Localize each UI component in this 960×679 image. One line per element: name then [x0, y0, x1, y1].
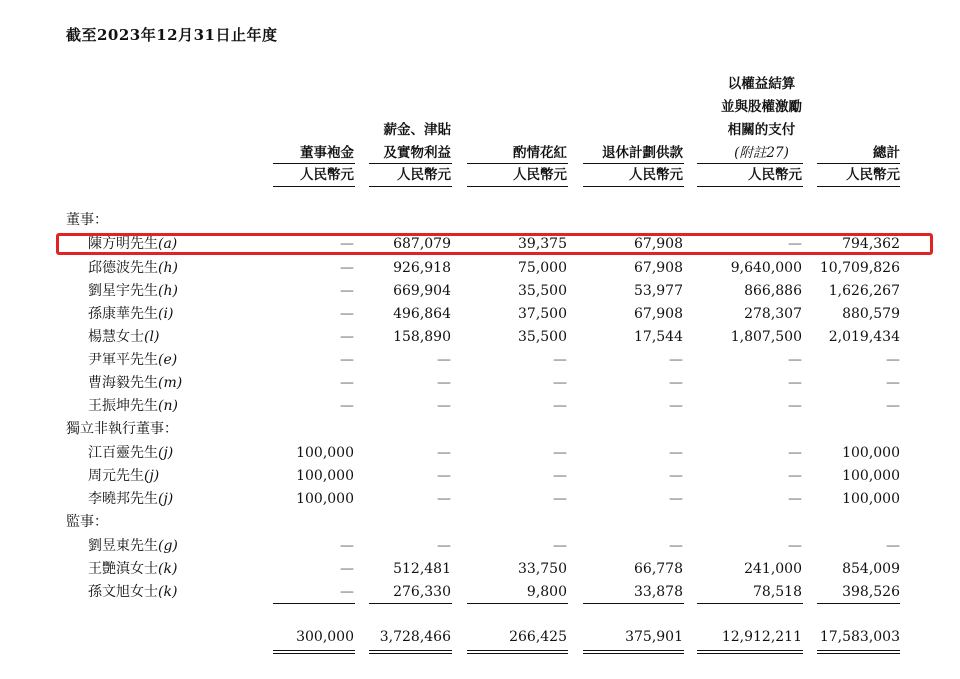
- table-cell: —: [886, 352, 900, 368]
- table-cell: —: [437, 445, 451, 461]
- table-cell: —: [669, 398, 683, 414]
- section-label-directors: 董事：: [66, 212, 108, 228]
- total-double-rule: [583, 650, 684, 654]
- table-cell: 37,500: [518, 306, 567, 322]
- col-header-total: [873, 142, 900, 165]
- row-name: [88, 304, 173, 324]
- unit-rule: [273, 186, 355, 187]
- total-double-rule: [467, 650, 568, 654]
- table-cell: —: [669, 491, 683, 507]
- table-cell: 67,908: [634, 306, 683, 322]
- table-cell: 880,579: [842, 306, 900, 322]
- unit-label: 人民幣元: [513, 167, 567, 183]
- unit-label: 人民幣元: [397, 167, 451, 183]
- table-cell: 100,000: [842, 445, 900, 461]
- table-cell: —: [669, 352, 683, 368]
- table-cell: 78,518: [753, 584, 802, 600]
- table-cell: —: [437, 491, 451, 507]
- header-rule: [697, 163, 803, 164]
- note-ref: (h): [158, 283, 178, 299]
- unit-label: 人民幣元: [300, 167, 354, 183]
- subtotal-rule: [273, 603, 355, 604]
- section-label-supervisors: 監事：: [66, 514, 108, 530]
- note-ref: (j): [144, 468, 160, 484]
- table-cell: —: [340, 306, 354, 322]
- table-cell: —: [340, 236, 354, 252]
- person-name: 尹軍平先生: [88, 352, 158, 368]
- note-ref: (i): [158, 306, 174, 322]
- header-rule: [817, 163, 900, 164]
- table-cell: 669,904: [393, 283, 451, 299]
- table-cell: —: [553, 491, 567, 507]
- table-cell: —: [553, 398, 567, 414]
- table-cell: —: [340, 538, 354, 554]
- person-name: 王振坤先生: [88, 398, 158, 414]
- unit-label: 人民幣元: [748, 167, 802, 183]
- table-cell: —: [788, 468, 802, 484]
- col-header-line: (附註27): [734, 145, 789, 161]
- unit-rule: [697, 186, 803, 187]
- col-header-bonus: [513, 142, 567, 165]
- header-rule: [273, 163, 355, 164]
- table-cell: —: [788, 538, 802, 554]
- total-cell: 375,901: [625, 629, 683, 645]
- note-ref: (g): [158, 538, 178, 554]
- table-cell: —: [886, 398, 900, 414]
- note-ref: (n): [158, 398, 178, 414]
- table-cell: 67,908: [634, 260, 683, 276]
- table-cell: 17,544: [634, 329, 683, 345]
- total-double-rule: [273, 650, 355, 654]
- col-header-line: 酌情花紅: [513, 145, 567, 161]
- total-cell: 266,425: [509, 629, 567, 645]
- note-ref: (m): [158, 375, 183, 391]
- row-name: [88, 373, 182, 393]
- row-name: [88, 281, 178, 301]
- table-cell: —: [340, 352, 354, 368]
- note-ref: (e): [158, 352, 178, 368]
- table-cell: 100,000: [842, 491, 900, 507]
- total-cell: 3,728,466: [379, 629, 451, 645]
- table-cell: 35,500: [518, 329, 567, 345]
- unit-label: 人民幣元: [629, 167, 683, 183]
- row-name: [88, 350, 177, 370]
- unit-label: 人民幣元: [846, 167, 900, 183]
- col-header-line: 並與股權激勵: [721, 99, 802, 115]
- table-cell: 67,908: [634, 236, 683, 252]
- row-name: [88, 536, 178, 556]
- statement-period-title: 截至2023年12月31日止年度: [66, 26, 278, 44]
- table-cell: 2,019,434: [828, 329, 900, 345]
- person-name: 孫文旭女士: [88, 584, 158, 600]
- col-header-line: 薪金、津貼: [383, 122, 451, 138]
- table-cell: —: [437, 398, 451, 414]
- person-name: 孫康華先生: [88, 306, 158, 322]
- table-cell: 926,918: [393, 260, 451, 276]
- note-ref: (k): [158, 584, 178, 600]
- table-cell: 100,000: [296, 445, 354, 461]
- total-cell: 17,583,003: [819, 629, 900, 645]
- table-cell: —: [553, 375, 567, 391]
- section-label-independent-directors: 獨立非執行董事：: [66, 421, 178, 437]
- table-cell: —: [340, 398, 354, 414]
- table-cell: —: [886, 375, 900, 391]
- col-header-salaries: [384, 119, 452, 165]
- table-cell: 75,000: [518, 260, 567, 276]
- table-cell: —: [340, 260, 354, 276]
- table-cell: —: [788, 445, 802, 461]
- unit-rule: [467, 186, 568, 187]
- table-cell: 39,375: [518, 236, 567, 252]
- row-name: [88, 234, 177, 254]
- table-cell: 1,807,500: [730, 329, 802, 345]
- header-rule: [583, 163, 684, 164]
- table-cell: —: [886, 538, 900, 554]
- table-cell: 100,000: [296, 491, 354, 507]
- col-header-line: 以權益結算: [727, 76, 796, 92]
- subtotal-rule: [369, 603, 452, 604]
- table-cell: —: [437, 352, 451, 368]
- person-name: 王艷滇女士: [88, 561, 158, 577]
- note-ref: (a): [158, 236, 178, 252]
- table-cell: —: [669, 468, 683, 484]
- table-cell: —: [788, 352, 802, 368]
- row-name: [88, 466, 159, 486]
- total-double-rule: [817, 650, 900, 654]
- note-ref: (j): [158, 445, 174, 461]
- person-name: 周元先生: [88, 468, 144, 484]
- table-cell: 278,307: [744, 306, 802, 322]
- note-ref: (j): [158, 491, 174, 507]
- table-cell: 100,000: [842, 468, 900, 484]
- unit-rule: [583, 186, 684, 187]
- table-cell: 158,890: [393, 329, 451, 345]
- person-name: 曹海毅先生: [88, 375, 158, 391]
- note-ref: (l): [144, 329, 160, 345]
- row-name: [88, 443, 173, 463]
- table-cell: —: [340, 375, 354, 391]
- total-double-rule: [697, 650, 803, 654]
- table-cell: —: [553, 538, 567, 554]
- unit-rule: [817, 186, 900, 187]
- table-cell: —: [788, 398, 802, 414]
- subtotal-rule: [467, 603, 568, 604]
- table-cell: —: [553, 468, 567, 484]
- table-cell: 854,009: [842, 561, 900, 577]
- table-cell: 66,778: [634, 561, 683, 577]
- person-name: 江百靈先生: [88, 445, 158, 461]
- total-cell: 12,912,211: [721, 629, 802, 645]
- person-name: 劉昱東先生: [88, 538, 158, 554]
- table-cell: 9,640,000: [730, 260, 802, 276]
- subtotal-rule: [697, 603, 803, 604]
- table-cell: 276,330: [393, 584, 451, 600]
- header-rule: [467, 163, 568, 164]
- table-cell: —: [437, 375, 451, 391]
- table-cell: —: [788, 375, 802, 391]
- col-header-pension: [602, 142, 683, 165]
- table-cell: 687,079: [393, 236, 451, 252]
- subtotal-rule: [817, 603, 900, 604]
- row-name: [88, 559, 177, 579]
- subtotal-rule: [583, 603, 684, 604]
- col-header-share-based: [721, 73, 802, 165]
- table-cell: —: [553, 445, 567, 461]
- col-header-line: 相關的支付: [727, 122, 796, 138]
- row-name: [88, 258, 178, 278]
- table-cell: —: [669, 538, 683, 554]
- col-header-line: 退休計劃供款: [602, 145, 683, 161]
- row-name: [88, 489, 173, 509]
- person-name: 邱德波先生: [88, 260, 158, 276]
- total-double-rule: [369, 650, 452, 654]
- table-cell: 33,878: [634, 584, 683, 600]
- table-cell: 53,977: [634, 283, 683, 299]
- table-cell: —: [669, 445, 683, 461]
- row-name: [88, 396, 178, 416]
- col-header-directors-fees: [300, 142, 354, 165]
- table-cell: 496,864: [393, 306, 451, 322]
- col-header-line: 及實物利益: [383, 145, 451, 161]
- table-cell: 866,886: [744, 283, 802, 299]
- table-cell: —: [437, 468, 451, 484]
- col-header-line: 總計: [873, 145, 900, 161]
- person-name: 楊慧女士: [88, 329, 144, 345]
- table-cell: 35,500: [518, 283, 567, 299]
- person-name: 陳方明先生: [88, 236, 158, 252]
- header-rule: [369, 163, 452, 164]
- table-cell: 512,481: [393, 561, 451, 577]
- table-cell: —: [340, 329, 354, 345]
- table-cell: —: [788, 491, 802, 507]
- table-cell: 9,800: [526, 584, 567, 600]
- table-cell: —: [669, 375, 683, 391]
- col-header-line: 董事袍金: [300, 145, 354, 161]
- table-cell: 33,750: [518, 561, 567, 577]
- row-name: [88, 327, 159, 347]
- table-cell: —: [553, 352, 567, 368]
- note-ref: (h): [158, 260, 178, 276]
- table-cell: 10,709,826: [819, 260, 900, 276]
- table-cell: —: [340, 283, 354, 299]
- table-cell: 100,000: [296, 468, 354, 484]
- table-cell: 241,000: [744, 561, 802, 577]
- table-cell: —: [340, 561, 354, 577]
- person-name: 李曉邦先生: [88, 491, 158, 507]
- person-name: 劉星宇先生: [88, 283, 158, 299]
- table-cell: 398,526: [842, 584, 900, 600]
- table-cell: 1,626,267: [828, 283, 900, 299]
- table-cell: —: [340, 584, 354, 600]
- table-cell: —: [788, 236, 802, 252]
- table-cell: 794,362: [842, 236, 900, 252]
- note-ref: (k): [158, 561, 178, 577]
- row-name: [88, 582, 177, 602]
- table-cell: —: [437, 538, 451, 554]
- total-cell: 300,000: [296, 629, 354, 645]
- unit-rule: [369, 186, 452, 187]
